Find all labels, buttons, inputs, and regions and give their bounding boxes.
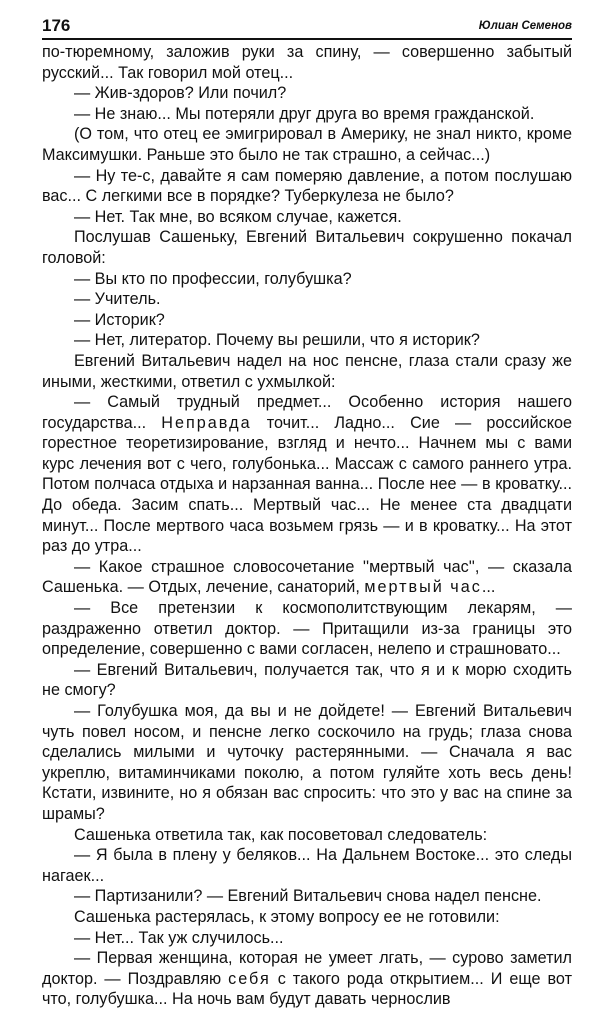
- paragraph: Сашенька ответила так, как посоветовал следователь:: [74, 825, 488, 844]
- paragraph-text: — Какое страшное словосочетание ''мертвый час'', — сказала Сашенька. — Отдых, лечение, санаторий,: [42, 557, 572, 597]
- paragraph-text: — Первая женщина, которая не умеет лгать, — сурово заметил доктор. — Поздравляю: [42, 949, 572, 988]
- paragraph: — Партизанили? — Евгений Витальевич снова надел пенсне.: [74, 887, 542, 906]
- paragraph: [42, 392, 572, 557]
- spaced-emphasis: Неправда: [161, 413, 252, 432]
- paragraph: — Евгений Витальевич, получается так, что я и к морю сходить не смогу?: [42, 660, 572, 700]
- paragraph: — Ну те-с, давайте я сам померяю давление, а потом послушаю вас... С легкими все в порядке? Туберкулеза не было?: [42, 166, 572, 206]
- paragraph: Сашенька растерялась, к этому вопросу ее не готовили:: [74, 907, 500, 926]
- paragraph-text: с такого рода открытием... И еще вот что, голубушка... На ночь вам будут давать чернослив: [42, 969, 572, 1009]
- paragraph: [42, 557, 572, 598]
- paragraph-text: точит... Ладно... Сие — российское горестное теоретизирование, взгляд и нечто... Начнем мы с вами курс лечения вот с чего, голубонька... Массаж с самого раннего утра. Потом полчаса отдыха и нарзанная ванна... После нее — в кроватку... До обеда. Засим спать... Мертвый час... Не менее ста двадцати минут... После мертвого часа возьмем грязь — и в кроватку... На этот раз до утра...: [42, 413, 572, 556]
- paragraph: — Жив-здоров? Или почил?: [74, 84, 287, 103]
- paragraph: — Все претензии к космополитствующим лекарям, — раздраженно ответил доктор. — Притащили из-за границы это определение, совершенно с вами согласен, нелепо и страшновато...: [42, 599, 572, 659]
- paragraph-text: — Самый трудный предмет... Особенно история нашего государства...: [42, 393, 572, 432]
- paragraph: — Учитель.: [74, 290, 161, 309]
- paragraph: — Нет, литератор. Почему вы решили, что я историк?: [74, 331, 480, 350]
- paragraph: — Нет. Так мне, во всяком случае, кажется.: [74, 207, 402, 226]
- running-head-author: Юлиан Семенов: [478, 20, 572, 32]
- paragraph: — Историк?: [74, 310, 165, 329]
- paragraph: — Не знаю... Мы потеряли друг друга во время гражданской.: [74, 104, 535, 123]
- paragraph: Послушав Сашеньку, Евгений Витальевич сокрушенно покачал головой:: [42, 228, 572, 267]
- paragraph-text: ...: [481, 578, 496, 597]
- paragraph: — Я была в плену у беляков... На Дальнем Востоке... это следы нагаек...: [42, 846, 572, 885]
- body-text: [42, 42, 572, 1010]
- page-header: [42, 16, 572, 40]
- page-number: 176: [42, 16, 71, 35]
- paragraph: Евгений Витальевич надел на нос пенсне, глаза стали сразу же иными, жесткими, ответил с ухмылкой:: [42, 351, 572, 391]
- paragraph: по-тюремному, заложив руки за спину, — совершенно забытый русский... Так говорил мой отец...: [42, 43, 572, 82]
- spaced-emphasis: себя: [228, 969, 271, 988]
- spaced-emphasis: мертвый час: [364, 578, 482, 597]
- paragraph: (О том, что отец ее эмигрировал в Америку, не знал никто, кроме Максимушки. Раньше это было не так страшно, а сейчас...): [42, 125, 572, 164]
- paragraph: — Голубушка моя, да вы и не дойдете! — Евгений Витальевич чуть повел носом, и пенсне легко соскочило на грудь; глаза снова сделались милыми и чуточку растерянными. — Сначала я вас укреплю, витаминчиками поколю, а потом гуляйте хоть весь день! Кстати, извините, но я обязан вас спросить: что это у вас на спине за шрамы?: [42, 702, 572, 823]
- paragraph: — Нет... Так уж случилось...: [74, 928, 284, 947]
- paragraph: — Вы кто по профессии, голубушка?: [74, 269, 352, 288]
- paragraph: [42, 948, 572, 1010]
